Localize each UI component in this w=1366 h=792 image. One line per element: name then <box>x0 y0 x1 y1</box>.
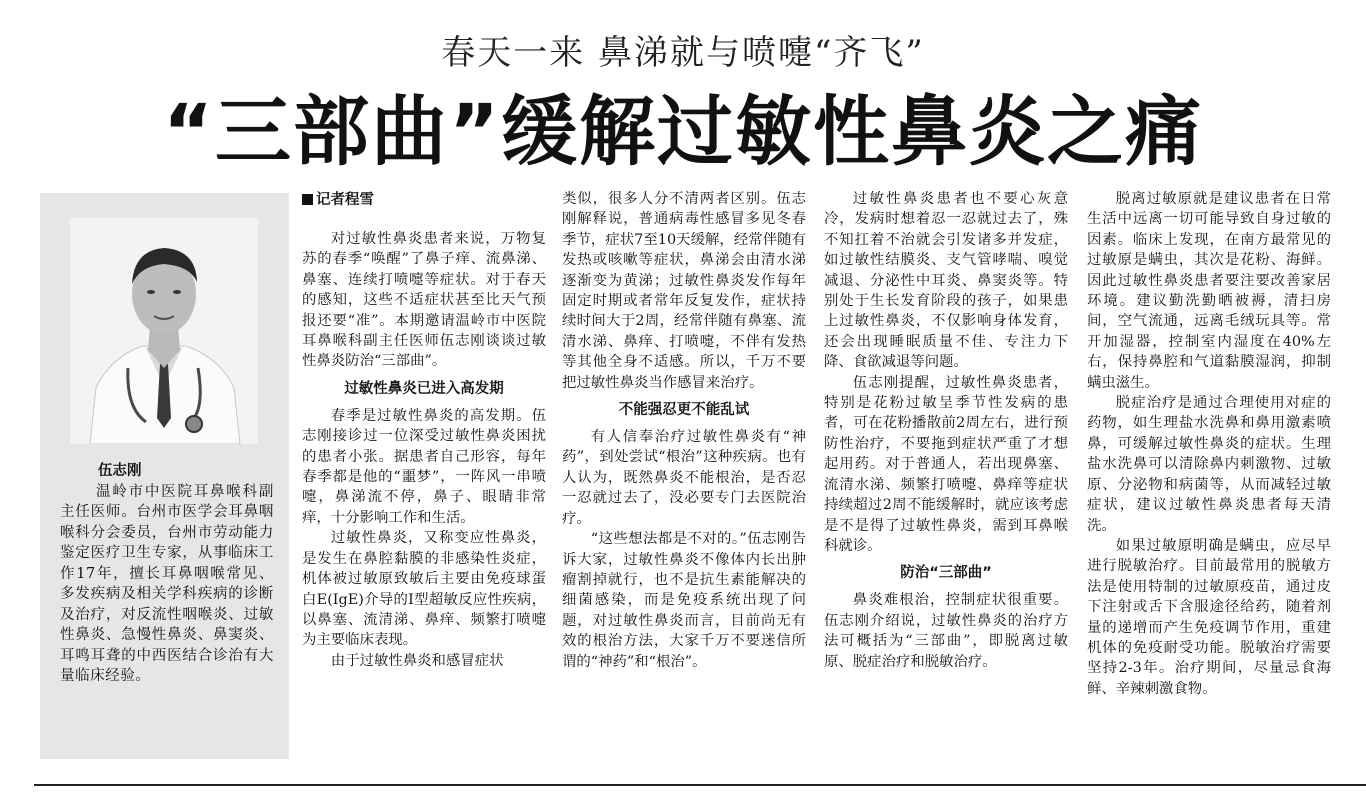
reporter-name: 记者程雪 <box>316 192 374 208</box>
section-heading: 不能强忍更不能乱试 <box>618 402 750 419</box>
bottom-divider <box>34 784 1366 786</box>
paragraph: 脱离过敏原就是建议患者在日常生活中远离一切可能导致自身过敏的因素。临床上发现，在南方最常见的过敏原是螨虫，其次是花粉、海鲜。因此过敏性鼻炎患者要注要改善家居环境。建议勤洗勤晒被褥，清扫房间，空气流通，远离毛绒玩具等。常开加湿器，控制室内湿度在40%左右，保持鼻腔和气道黏膜湿润，抑制螨虫滋生。 <box>1087 191 1331 391</box>
doctor-bio <box>60 461 274 687</box>
doctor-description: 温岭市中医院耳鼻喉科副主任医师。台州市医学会耳鼻咽喉科分会委员，台州市劳动能力鉴定医疗卫生专家，从事临床工作17年，擅长耳鼻咽喉常见、多发疾病及相关学科疾病的诊断及治疗，对反流性咽喉炎、过敏性鼻炎、急慢性鼻炎、鼻窦炎、耳鸣耳聋的中西医结合诊治有大量临床经验。 <box>60 483 274 684</box>
section-heading: 防治“三部曲” <box>900 565 992 582</box>
paragraph: 有人信奉治疗过敏性鼻炎有“神药”，到处尝试“根治”这种疾病。也有人认为，既然鼻炎不能根治，是否忍一忍就过去了，没必要专门去医院治疗。 <box>562 429 806 527</box>
paragraph: 如果过敏原明确是螨虫，应尽早进行脱敏治疗。目前最常用的脱敏方法是使用特制的过敏原疫苗，通过皮下注射或舌下含服途径给药，随着剂量的递增而产生免疫调节作用，重建机体的免疫耐受功能。脱敏治疗需要坚持2-3年。治疗期间，尽量忌食海鲜、辛辣刺激食物。 <box>1087 537 1331 697</box>
paragraph: 类似，很多人分不清两者区别。伍志刚解释说，普通病毒性感冒多见冬春季节，症状7至10天缓解，经常伴随有发热或咳嗽等症状，鼻涕会由清水涕逐渐变为黄涕；过敏性鼻炎发作每年固定时期或者常年反复发作，症状持续时间大于2周，经常伴随有鼻塞、流清水涕、鼻痒、打喷嚏，不伴有发热等其他全身不适感。所以，千万不要把过敏性鼻炎当作感冒来治疗。 <box>562 191 806 391</box>
doctor-portrait-icon <box>70 218 258 444</box>
paragraph: 过敏性鼻炎，又称变应性鼻炎，是发生在鼻腔黏膜的非感染性炎症，机体被过敏原致敏后主要由免疫球蛋白E(IgE)介导的Ⅰ型超敏反应性疾病，以鼻塞、流清涕、鼻痒、频繁打喷嚏为主要临床表现。 <box>302 530 546 649</box>
section-heading: 过敏性鼻炎已进入高发期 <box>344 380 504 397</box>
paragraph: 伍志刚提醒，过敏性鼻炎患者，特别是花粉过敏呈季节性发病的患者，可在花粉播散前2周左右，进行预防性治疗，不要拖到症状严重了才想起用药。对于普通人，若出现鼻塞、流清水涕、频繁打喷嚏、鼻痒等症状持续超过2周不能缓解时，就应该考虑是不是得了过敏性鼻炎，需到耳鼻喉科就诊。 <box>824 374 1068 554</box>
paragraph: 过敏性鼻炎患者也不要心灰意冷，发病时想着忍一忍就过去了，殊不知扛着不治就会引发诸多并发症，如过敏性结膜炎、支气管哮喘、嗅觉减退、分泌性中耳炎、鼻窦炎等。特别处于生长发育阶段的孩子，如果患上过敏性鼻炎，不仅影响身体发育，还会出现睡眠质量不佳、专注力下降、食欲减退等问题。 <box>824 191 1068 371</box>
paragraph: 由于过敏性鼻炎和感冒症状 <box>330 652 504 669</box>
paragraph: 对过敏性鼻炎患者来说，万物复苏的春季“唤醒”了鼻子痒、流鼻涕、鼻塞、连续打喷嚏等症状。对于春天的感知，这些不适症状甚至比天气预报还要“准”。本期邀请温岭市中医院耳鼻喉科副主任医师伍志刚谈谈过敏性鼻炎防治“三部曲”。 <box>302 231 546 370</box>
article-column-3 <box>824 189 1068 769</box>
headline-title: “三部曲”缓解过敏性鼻炎之痛 <box>163 87 1203 176</box>
doctor-profile-panel <box>40 193 289 759</box>
paragraph: 春季是过敏性鼻炎的高发期。伍志刚接诊过一位深受过敏性鼻炎困扰的患者小张。据患者自己形容，每年春季都是他的“噩梦”，一阵风一串喷嚏，鼻涕流不停，鼻子、眼睛非常痒，十分影响工作和生活。 <box>302 407 546 526</box>
doctor-photo <box>70 218 258 444</box>
headline-subtitle: 春天一来 鼻涕就与喷嚏“齐飞” <box>441 33 925 73</box>
article-column-1 <box>302 189 546 769</box>
article-column-2 <box>562 189 806 769</box>
paragraph: “这些想法都是不对的。”伍志刚告诉大家，过敏性鼻炎不像体内长出肿瘤割掉就行，也不是抗生素能解决的细菌感染，而是免疫系统出现了问题，对过敏性鼻炎而言，目前尚无有效的根治方法，大家千万不要迷信所谓的“神药”和“根治”。 <box>562 531 806 670</box>
square-bullet-icon <box>302 194 313 205</box>
reporter-byline <box>302 189 546 211</box>
article-column-4 <box>1087 189 1331 769</box>
doctor-name: 伍志刚 <box>98 462 142 479</box>
paragraph: 脱症治疗是通过合理使用对症的药物，如生理盐水洗鼻和鼻用激素喷鼻，可缓解过敏性鼻炎的症状。生理盐水洗鼻可以清除鼻内刺激物、过敏原、分泌物和病菌等，从而减轻过敏症状，建议过敏性鼻炎患者每天清洗。 <box>1087 395 1331 534</box>
paragraph: 鼻炎难根治，控制症状很重要。伍志刚介绍说，过敏性鼻炎的治疗方法可概括为“三部曲”，即脱离过敏原、脱症治疗和脱敏治疗。 <box>824 592 1068 670</box>
